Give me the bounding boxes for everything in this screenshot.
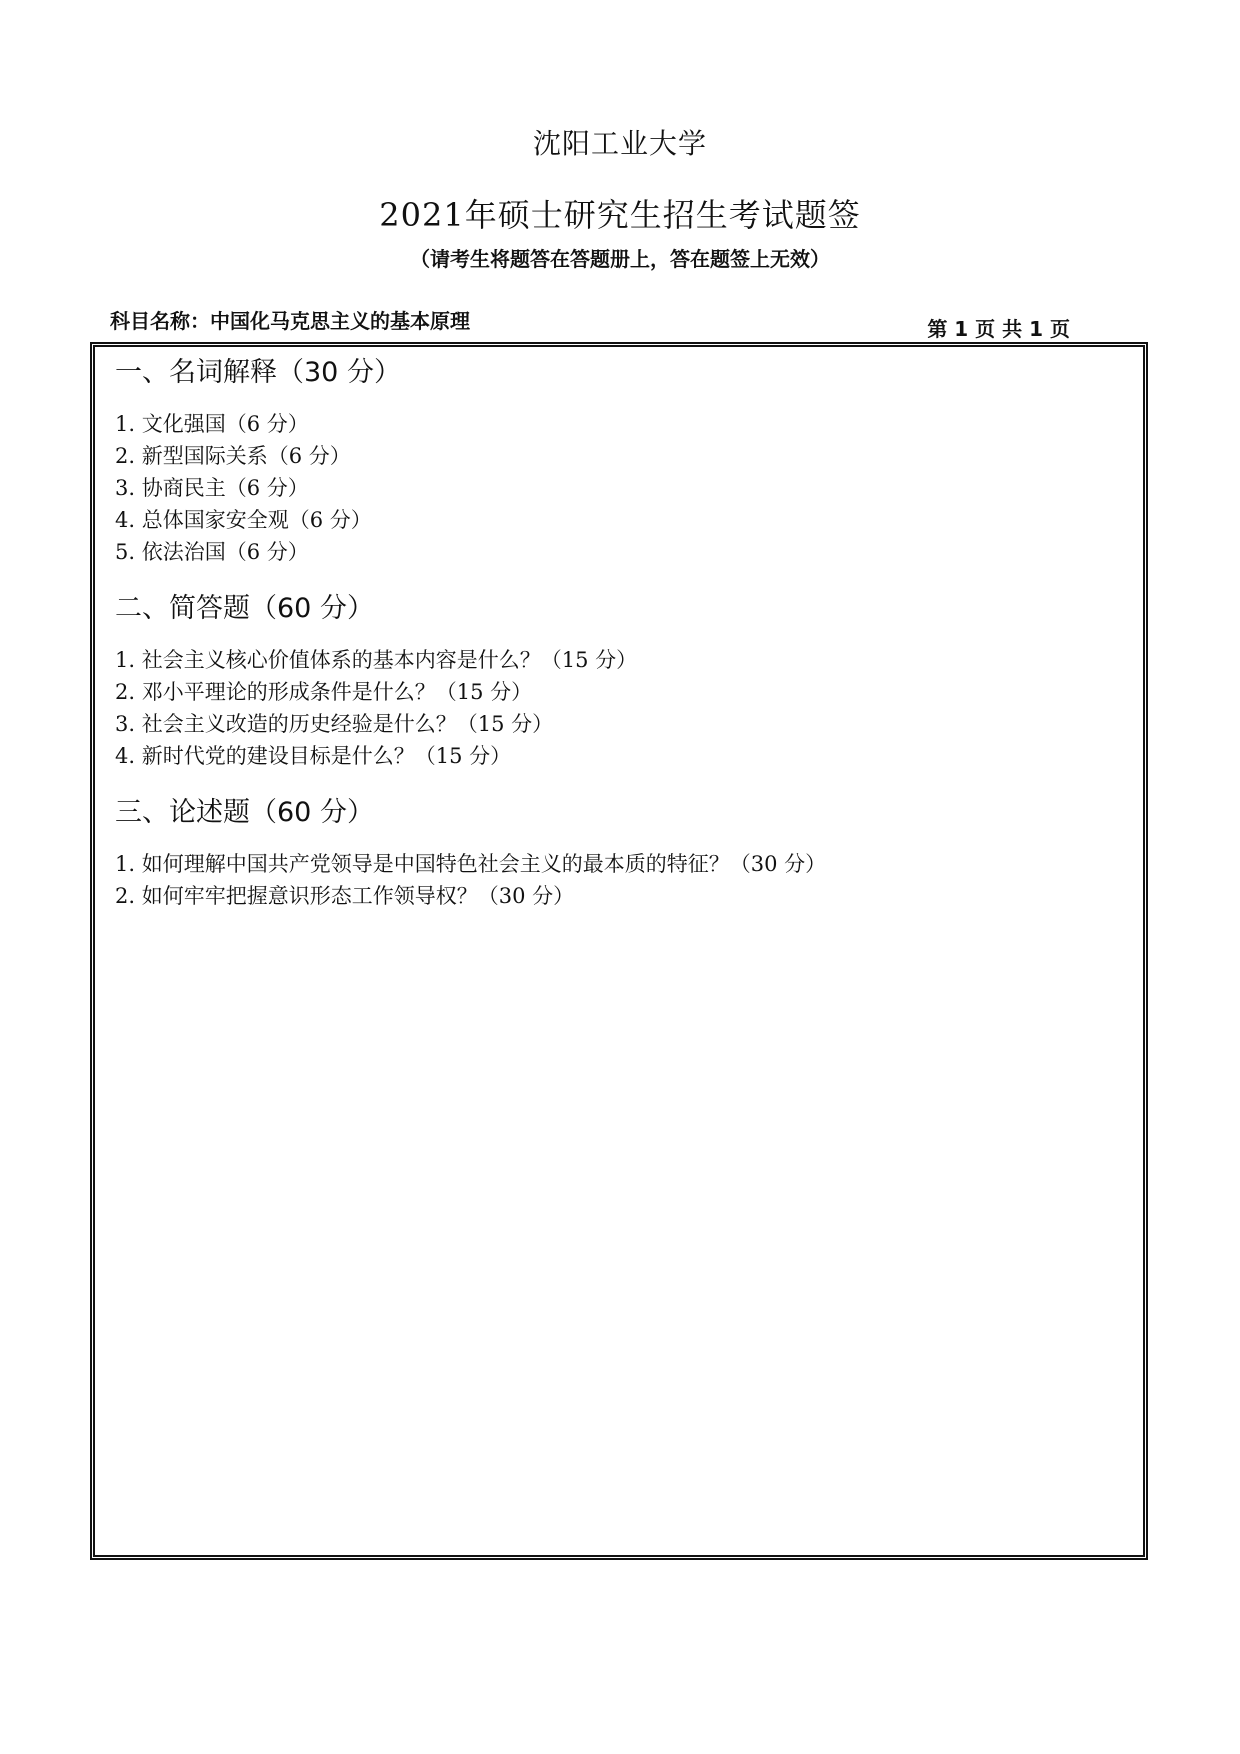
question-item: 4. 总体国家安全观（6 分）: [115, 508, 372, 532]
section-essay: [115, 790, 1125, 912]
question-item: 4. 新时代党的建设目标是什么？（15 分）: [115, 744, 512, 768]
question-item: 1. 社会主义核心价值体系的基本内容是什么？（15 分）: [115, 648, 638, 672]
question-list: [115, 644, 1125, 772]
question-item: 2. 邓小平理论的形成条件是什么？（15 分）: [115, 680, 533, 704]
subject-row: [110, 305, 1070, 341]
section-heading: 一、名词解释（30 分）: [115, 357, 401, 388]
question-item: 2. 如何牢牢把握意识形态工作领导权？（30 分）: [115, 884, 575, 908]
section-heading: 三、论述题（60 分）: [115, 797, 374, 828]
university-name: 沈阳工业大学: [532, 127, 707, 160]
answer-notice: （请考生将题答在答题册上，答在题签上无效）: [410, 247, 830, 271]
question-list: [115, 848, 1125, 912]
question-list: [115, 408, 1125, 568]
question-item: 1. 文化强国（6 分）: [115, 412, 309, 436]
page-count: 第 1 页 共 1 页: [927, 317, 1070, 341]
section-short-answer: [115, 586, 1125, 772]
question-item: 5. 依法治国（6 分）: [115, 540, 309, 564]
question-item: 3. 社会主义改造的历史经验是什么？（15 分）: [115, 712, 554, 736]
section-heading: 二、简答题（60 分）: [115, 593, 374, 624]
question-item: 2. 新型国际关系（6 分）: [115, 444, 351, 468]
question-item: 3. 协商民主（6 分）: [115, 476, 309, 500]
section-term-explanation: [115, 350, 1125, 568]
question-content: [115, 350, 1125, 930]
exam-title: 2021年硕士研究生招生考试题签: [379, 196, 861, 234]
subject-name: 科目名称：中国化马克思主义的基本原理: [110, 309, 470, 333]
question-item: 1. 如何理解中国共产党领导是中国特色社会主义的最本质的特征？（30 分）: [115, 852, 827, 876]
